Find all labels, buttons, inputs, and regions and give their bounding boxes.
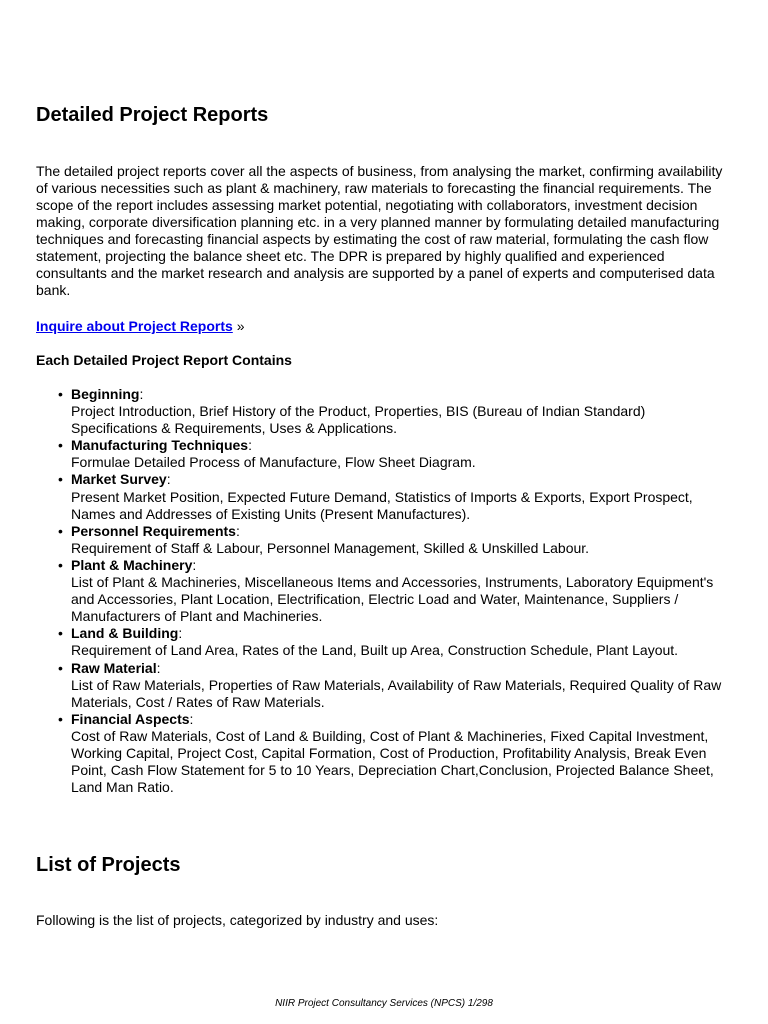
item-desc: List of Plant & Machineries, Miscellaneous Items and Accessories, Instruments, Laboratory Equipment's and Accessories, Plant Location, Electrification, Electric Load and Water, Maintenance, Suppliers / Manufacturers of Plant and Machineries. — [71, 574, 714, 625]
projects-intro: Following is the list of projects, categorized by industry and uses: — [36, 912, 439, 928]
list-item: • Financial Aspects: Cost of Raw Materials, Cost of Land & Building, Cost of Plant & Machineries, Fixed Capital Investment, Working Capital, Project Cost, Capital Formation, Cost of Production, Profitability Analysis, Break Even Point, Cash Flow Statement for 5 to 10 Years, Depreciation Chart,Conclusion, Projected Balance Sheet, Land Man Ratio. — [36, 711, 726, 796]
bullet-icon: • — [58, 556, 63, 573]
item-title: Plant & Machinery — [71, 556, 193, 573]
item-title: Raw Material — [71, 659, 157, 676]
bullet-icon: • — [58, 659, 63, 676]
item-desc: List of Raw Materials, Properties of Raw Materials, Availability of Raw Materials, Required Quality of Raw Materials, Cost / Rates of Raw Materials. — [71, 676, 722, 710]
list-item: • Market Survey: Present Market Position, Expected Future Demand, Statistics of Imports & Exports, Export Prospect, Names and Addresses of Existing Units (Present Manufactures). — [36, 471, 726, 522]
contents-heading: Each Detailed Project Report Contains — [36, 352, 292, 368]
inquire-suffix: » — [232, 318, 245, 334]
item-desc: Requirement of Land Area, Rates of the Land, Built up Area, Construction Schedule, Plant Layout. — [71, 642, 679, 659]
inquire-line — [36, 318, 726, 335]
list-item: • Plant & Machinery: List of Plant & Machineries, Miscellaneous Items and Accessories, Instruments, Laboratory Equipment's and Accessories, Plant Location, Electrification, Electric Load and Water, Maintenance, Suppliers / Manufacturers of Plant and Machineries. — [36, 557, 726, 625]
projects-title: List of Projects — [36, 854, 181, 876]
item-desc: Cost of Raw Materials, Cost of Land & Building, Cost of Plant & Machineries, Fixed Capital Investment, Working Capital, Project Cost, Capital Formation, Cost of Production, Profitability Analysis, Break Even Point, Cash Flow Statement for 5 to 10 Years, Depreciation Chart,Conclusion, Projected Balance Sheet, Land Man Ratio. — [71, 727, 714, 796]
list-item: • Land & Building: Requirement of Land Area, Rates of the Land, Built up Area, Construction Schedule, Plant Layout. — [36, 625, 726, 659]
bullet-icon: • — [58, 437, 63, 454]
page-title: Detailed Project Reports — [36, 104, 269, 126]
list-item: • Beginning: Project Introduction, Brief History of the Product, Properties, BIS (Bureau of Indian Standard) Specifications & Requirements, Uses & Applications. — [36, 386, 726, 437]
item-desc: Present Market Position, Expected Future Demand, Statistics of Imports & Exports, Export Prospect, Names and Addresses of Existing Units (Present Manufactures). — [71, 488, 693, 522]
item-title: Market Survey — [71, 471, 167, 488]
list-item: • Personnel Requirements: Requirement of Staff & Labour, Personnel Management, Skilled & Unskilled Labour. — [36, 523, 726, 557]
item-title: Beginning — [71, 386, 140, 402]
item-desc: Formulae Detailed Process of Manufacture, Flow Sheet Diagram. — [71, 454, 476, 471]
bullet-icon: • — [58, 625, 63, 642]
item-title: Personnel Requirements — [71, 522, 236, 539]
list-item: • Manufacturing Techniques: Formulae Detailed Process of Manufacture, Flow Sheet Diagram. — [36, 437, 726, 471]
bullet-icon: • — [58, 386, 63, 402]
bullet-icon: • — [58, 471, 63, 488]
item-title: Land & Building — [71, 625, 179, 642]
inquire-link[interactable]: Inquire about Project Reports — [36, 318, 233, 334]
item-title: Financial Aspects — [71, 710, 190, 727]
bullet-icon: • — [58, 522, 63, 539]
item-title: Manufacturing Techniques — [71, 437, 249, 454]
bullet-icon: • — [58, 710, 63, 727]
page-footer: NIIR Project Consultancy Services (NPCS) 1/298 — [275, 998, 493, 1009]
report-contents-list — [36, 386, 726, 796]
list-item: • Raw Material: List of Raw Materials, Properties of Raw Materials, Availability of Raw Materials, Required Quality of Raw Materials, Cost / Rates of Raw Materials. — [36, 660, 726, 711]
intro-paragraph: The detailed project reports cover all the aspects of business, from analysing the market, confirming availability of various necessities such as plant & machinery, raw materials to forecasting the financial requirements. The scope of the report includes assessing market potential, negotiating with collaborators, investment decision making, corporate diversification planning etc. in a very planned manner by formulating detailed manufacturing techniques and forecasting financial aspects by estimating the cost of raw material, formulating the cash flow statement, projecting the balance sheet etc. The DPR is prepared by highly qualified and experienced consultants and the market research and analysis are supported by a panel of experts and computerised data bank. — [36, 163, 723, 298]
item-desc: Requirement of Staff & Labour, Personnel Management, Skilled & Unskilled Labour. — [71, 539, 590, 556]
item-desc: Project Introduction, Brief History of the Product, Properties, BIS (Bureau of Indian Standard) Specifications & Requirements, Uses & Applications. — [71, 403, 646, 437]
